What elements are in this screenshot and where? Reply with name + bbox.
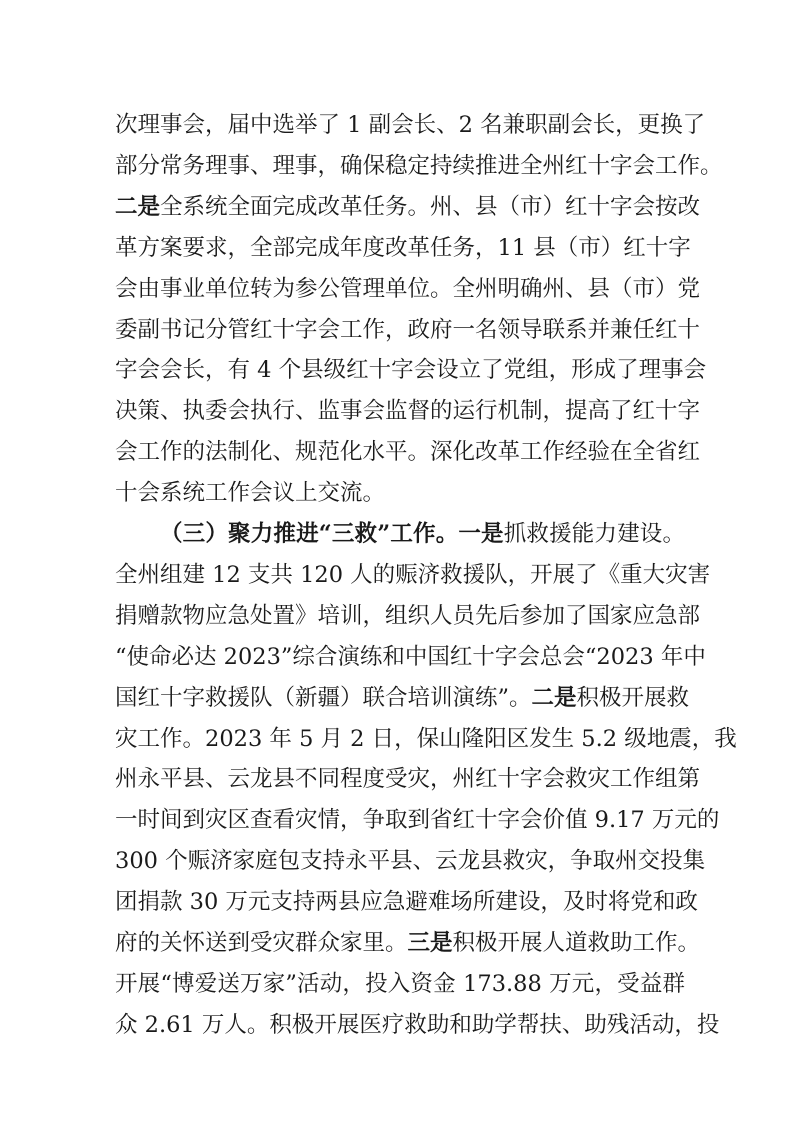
text-line xyxy=(115,1005,720,1045)
text-line xyxy=(115,678,690,718)
text-line xyxy=(115,350,707,390)
text-run: 团捐款 30 万元支持两县应急避难场所建设，及时将党和政 xyxy=(115,889,698,916)
text-line xyxy=(115,637,706,677)
text-line xyxy=(115,800,720,840)
text-run: 众 2.61 万人。积极开展医疗救助和助学帮扶、助残活动，投 xyxy=(115,1011,720,1038)
text-run: 开展“博爱送万家”活动，投入资金 173.88 万元，受益群 xyxy=(115,970,685,997)
bold-text: 一是 xyxy=(458,521,504,547)
text-line xyxy=(115,146,723,186)
text-run: 积极开展救 xyxy=(576,684,690,711)
text-line xyxy=(115,923,701,963)
text-run: 全州组建 12 支共 120 人的赈济救援队，开展了《重大灾害 xyxy=(115,561,711,588)
text-run: 部分常务理事、理事，确保稳定持续推进全州红十字会工作。 xyxy=(115,152,723,179)
text-run: 抓救援能力建设。 xyxy=(503,521,685,547)
text-run: 次理事会，届中选举了 1 副会长、2 名兼职副会长，更换了 xyxy=(115,112,706,138)
text-line xyxy=(115,596,701,636)
text-run: 会工作的法制化、规范化水平。深化改革工作经验在全省红 xyxy=(115,439,701,466)
text-line xyxy=(115,310,701,350)
text-run: 一时间到灾区查看灾情，争取到省红十字会价值 9.17 万元的 xyxy=(115,807,720,834)
text-line xyxy=(115,759,701,799)
text-run: 决策、执委会执行、监事会监督的运行机制，提高了红十字 xyxy=(115,398,701,425)
text-run: 府的关怀送到受灾群众家里。 xyxy=(115,930,408,956)
text-line xyxy=(160,514,685,554)
text-line xyxy=(115,719,737,759)
text-line xyxy=(115,269,701,309)
text-run: 州永平县、云龙县不同程度受灾，州红十字会救灾工作组第 xyxy=(115,766,701,793)
text-line xyxy=(115,882,698,922)
text-run: 积极开展人道救助工作。 xyxy=(452,930,701,956)
text-run: 十会系统工作会议上交流。 xyxy=(115,480,386,507)
text-run: 捐赠款物应急处置》培训，组织人员先后参加了国家应急部 xyxy=(115,602,701,629)
text-run: 革方案要求，全部完成年度改革任务，11 县（市）红十字 xyxy=(115,234,691,261)
text-run: 国红十字救援队（新疆）联合培训演练”。 xyxy=(115,684,532,711)
text-line xyxy=(115,841,706,881)
bold-text: 二是 xyxy=(115,193,161,220)
text-run: 灾工作。2023 年 5 月 2 日，保山隆阳区发生 5.2 级地震，我 xyxy=(115,725,737,752)
text-line xyxy=(115,964,685,1004)
bold-text: 三是 xyxy=(407,930,453,956)
text-run: 委副书记分管红十字会工作，政府一名领导联系并兼任红十 xyxy=(115,316,701,343)
text-line xyxy=(115,187,701,227)
text-line xyxy=(115,432,701,472)
text-run: 会由事业单位转为参公管理单位。全州明确州、县（市）党 xyxy=(115,275,701,302)
bold-text: 二是 xyxy=(531,684,577,711)
bold-text: （三）聚力推进“三救”工作。 xyxy=(160,521,459,547)
text-run: 全系统全面完成改革任务。州、县（市）红十字会按改 xyxy=(160,193,701,220)
text-line xyxy=(115,473,685,513)
text-line xyxy=(115,391,701,431)
text-line xyxy=(115,105,706,145)
text-line xyxy=(115,555,711,595)
text-line xyxy=(115,228,691,268)
text-run: 字会会长，有 4 个县级红十字会设立了党组，形成了理事会 xyxy=(115,357,707,384)
text-run: 300 个赈济家庭包支持永平县、云龙县救灾，争取州交投集 xyxy=(115,848,706,875)
text-run: “使命必达 2023”综合演练和中国红十字会总会“2023 年中 xyxy=(115,643,706,670)
